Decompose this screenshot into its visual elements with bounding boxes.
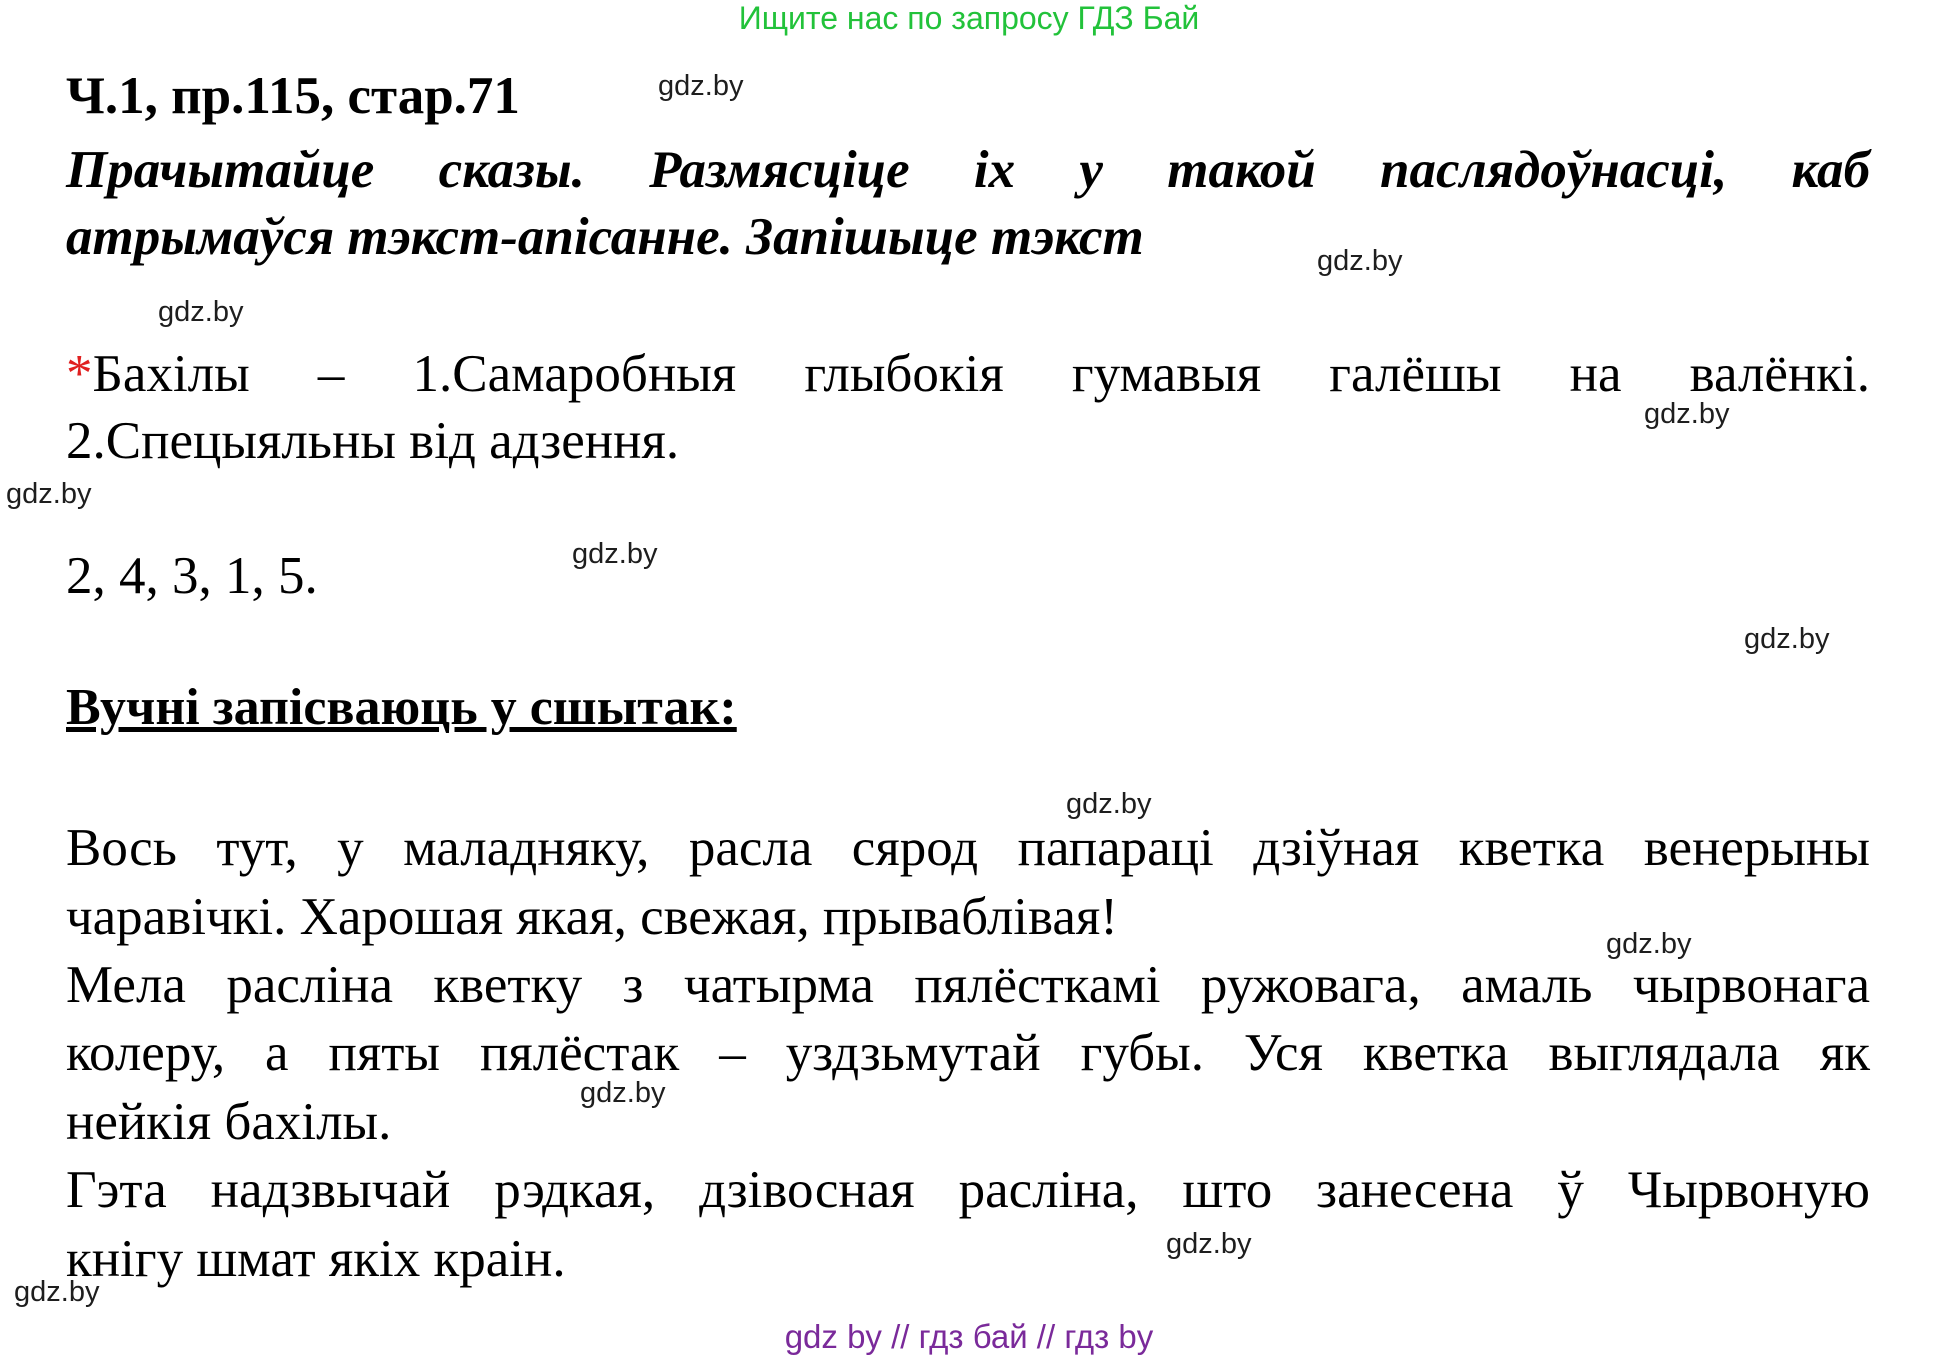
watermark: gdz.by xyxy=(572,538,658,570)
watermark: gdz.by xyxy=(1606,928,1692,960)
exercise-heading: Ч.1, пр.115, стар.71 xyxy=(66,67,520,125)
watermark: gdz.by xyxy=(1744,623,1830,655)
watermark: gdz.by xyxy=(158,296,244,328)
watermark: gdz.by xyxy=(6,478,92,510)
watermark: gdz.by xyxy=(1644,398,1730,430)
footnote-line-1 xyxy=(66,344,1870,404)
text-line-7: кнігу шмат якіх краін. xyxy=(66,1230,566,1288)
task-line-1: Прачытайце сказы. Размясціце іх у такой паслядоўнасці, каб xyxy=(66,141,1870,199)
answer-order: 2, 4, 3, 1, 5. xyxy=(66,547,318,605)
text-line-6: Гэта надзвычай рэдкая, дзівосная расліна, што занесена ў Чырвоную xyxy=(66,1161,1870,1219)
subheading: Вучні запісваюць у сшытак: xyxy=(66,679,737,736)
text-line-4: колеру, а пяты пялёстак – уздзьмутай губы. Уся кветка выглядала як xyxy=(66,1024,1870,1082)
watermark: gdz.by xyxy=(580,1077,666,1109)
text-line-2: чаравічкі. Харошая якая, свежая, прываблівая! xyxy=(66,888,1118,946)
top-banner: Ищите нас по запросу ГДЗ Бай xyxy=(738,0,1200,36)
footnote-line-2: 2.Спецыяльны від адзення. xyxy=(66,412,680,470)
footnote-marker: * xyxy=(66,345,93,403)
text-line-1: Вось тут, у маладняку, расла сярод папараці дзіўная кветка венерыны xyxy=(66,819,1870,877)
watermark: gdz.by xyxy=(1166,1228,1252,1260)
footnote-text-1: Бахілы – 1.Самаробныя глыбокія гумавыя галёшы на валёнкі. xyxy=(92,345,1870,403)
watermark: gdz.by xyxy=(14,1276,100,1308)
text-line-5: нейкія бахілы. xyxy=(66,1093,392,1151)
text-line-3: Мела расліна кветку з чатырма пялёсткамі ружовага, амаль чырвонага xyxy=(66,956,1870,1014)
footer-links: gdz by // гдз бай // гдз by xyxy=(784,1318,1154,1355)
task-line-2: атрымаўся тэкст-апісанне. Запішыце тэкст xyxy=(66,208,1144,266)
watermark: gdz.by xyxy=(1066,788,1152,820)
watermark: gdz.by xyxy=(1317,245,1403,277)
watermark: gdz.by xyxy=(658,70,744,102)
